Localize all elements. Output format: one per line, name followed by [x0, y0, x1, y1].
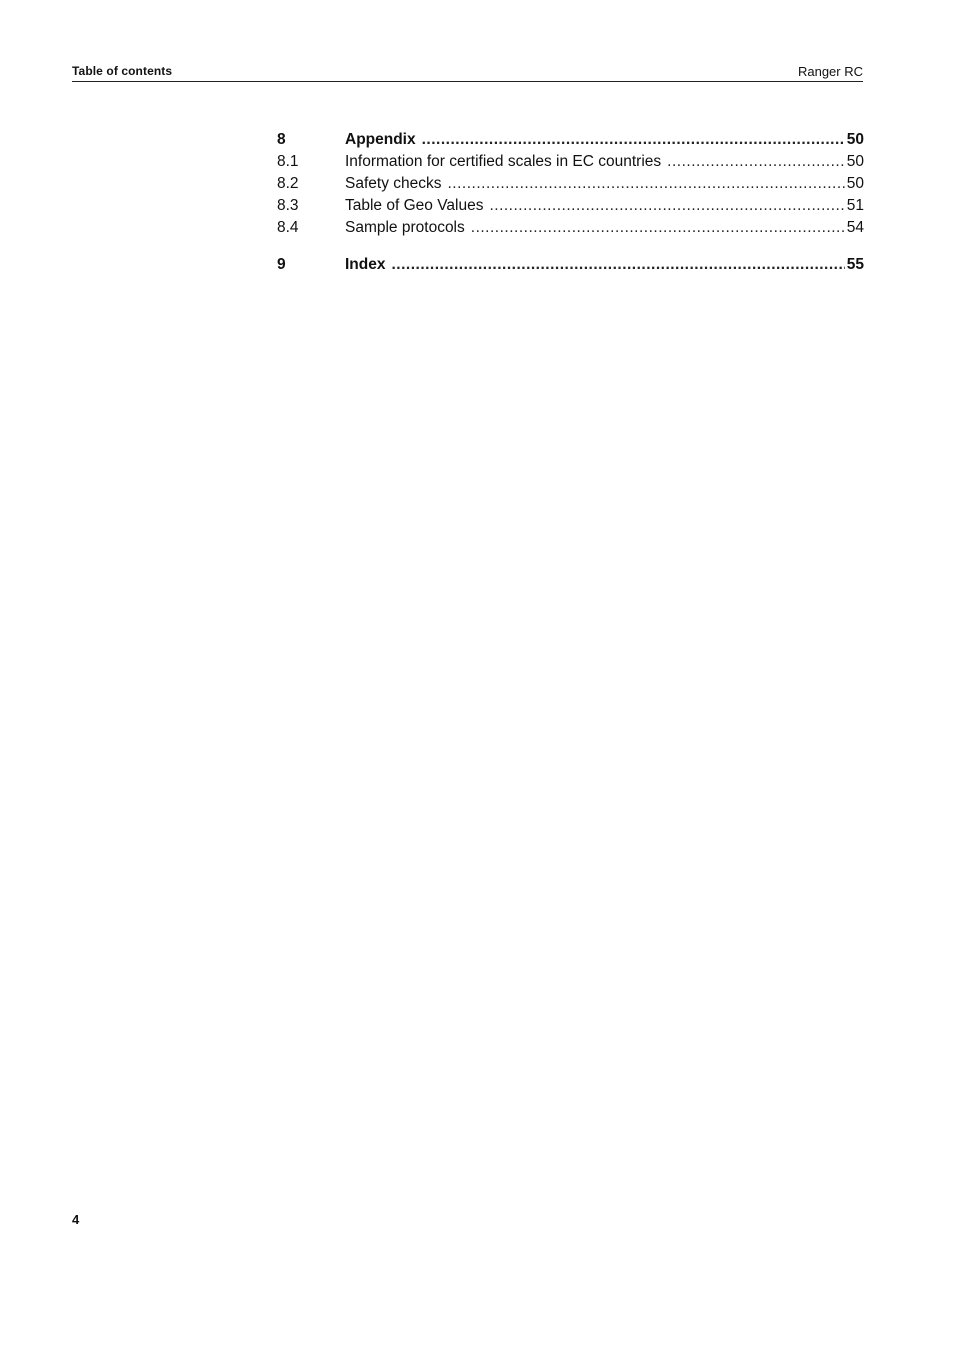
toc-entry-number: 8.4: [277, 219, 299, 236]
toc-entry-page: 50: [846, 175, 864, 192]
toc-entry-page: 51: [846, 197, 864, 214]
toc-leader-dots: [471, 219, 845, 237]
toc-entry-page: 50: [846, 153, 864, 170]
toc-entry-page: 55: [846, 256, 864, 273]
toc-entry-title: Information for certified scales in EC countries: [345, 153, 662, 170]
toc-entry-number: 8.1: [277, 153, 299, 170]
toc-entry-number: 8: [277, 131, 286, 148]
toc-entry-8-4[interactable]: [277, 219, 864, 241]
toc-entry-title: Sample protocols: [345, 219, 465, 236]
toc-leader-dots: [391, 256, 844, 274]
toc-entry-8-3[interactable]: [277, 197, 864, 219]
toc-entry-title: Table of Geo Values: [345, 197, 484, 214]
toc-entry-title: Safety checks: [345, 175, 442, 192]
toc-entry-page: 54: [846, 219, 864, 236]
toc-entry-number: 8.3: [277, 197, 299, 214]
toc-entry-8-1[interactable]: [277, 153, 864, 175]
header-section-title: Table of contents: [72, 64, 173, 78]
page-number: 4: [72, 1212, 80, 1227]
toc-entry-title: Index: [345, 256, 386, 273]
toc-entry-8[interactable]: [277, 131, 864, 153]
toc-entry-number: 8.2: [277, 175, 299, 192]
toc-leader-dots: [667, 153, 845, 171]
toc-leader-dots: [489, 197, 844, 215]
toc-leader-dots: [448, 175, 845, 193]
toc-entry-title: Appendix: [345, 131, 416, 148]
header-product-name: Ranger RC: [797, 64, 863, 79]
toc-entry-9[interactable]: [277, 256, 864, 278]
toc-leader-dots: [422, 131, 845, 149]
page-header: [72, 63, 863, 82]
toc-entry-8-2[interactable]: [277, 175, 864, 197]
toc-entry-number: 9: [277, 256, 286, 273]
table-of-contents: [277, 131, 864, 278]
toc-entry-page: 50: [846, 131, 864, 148]
